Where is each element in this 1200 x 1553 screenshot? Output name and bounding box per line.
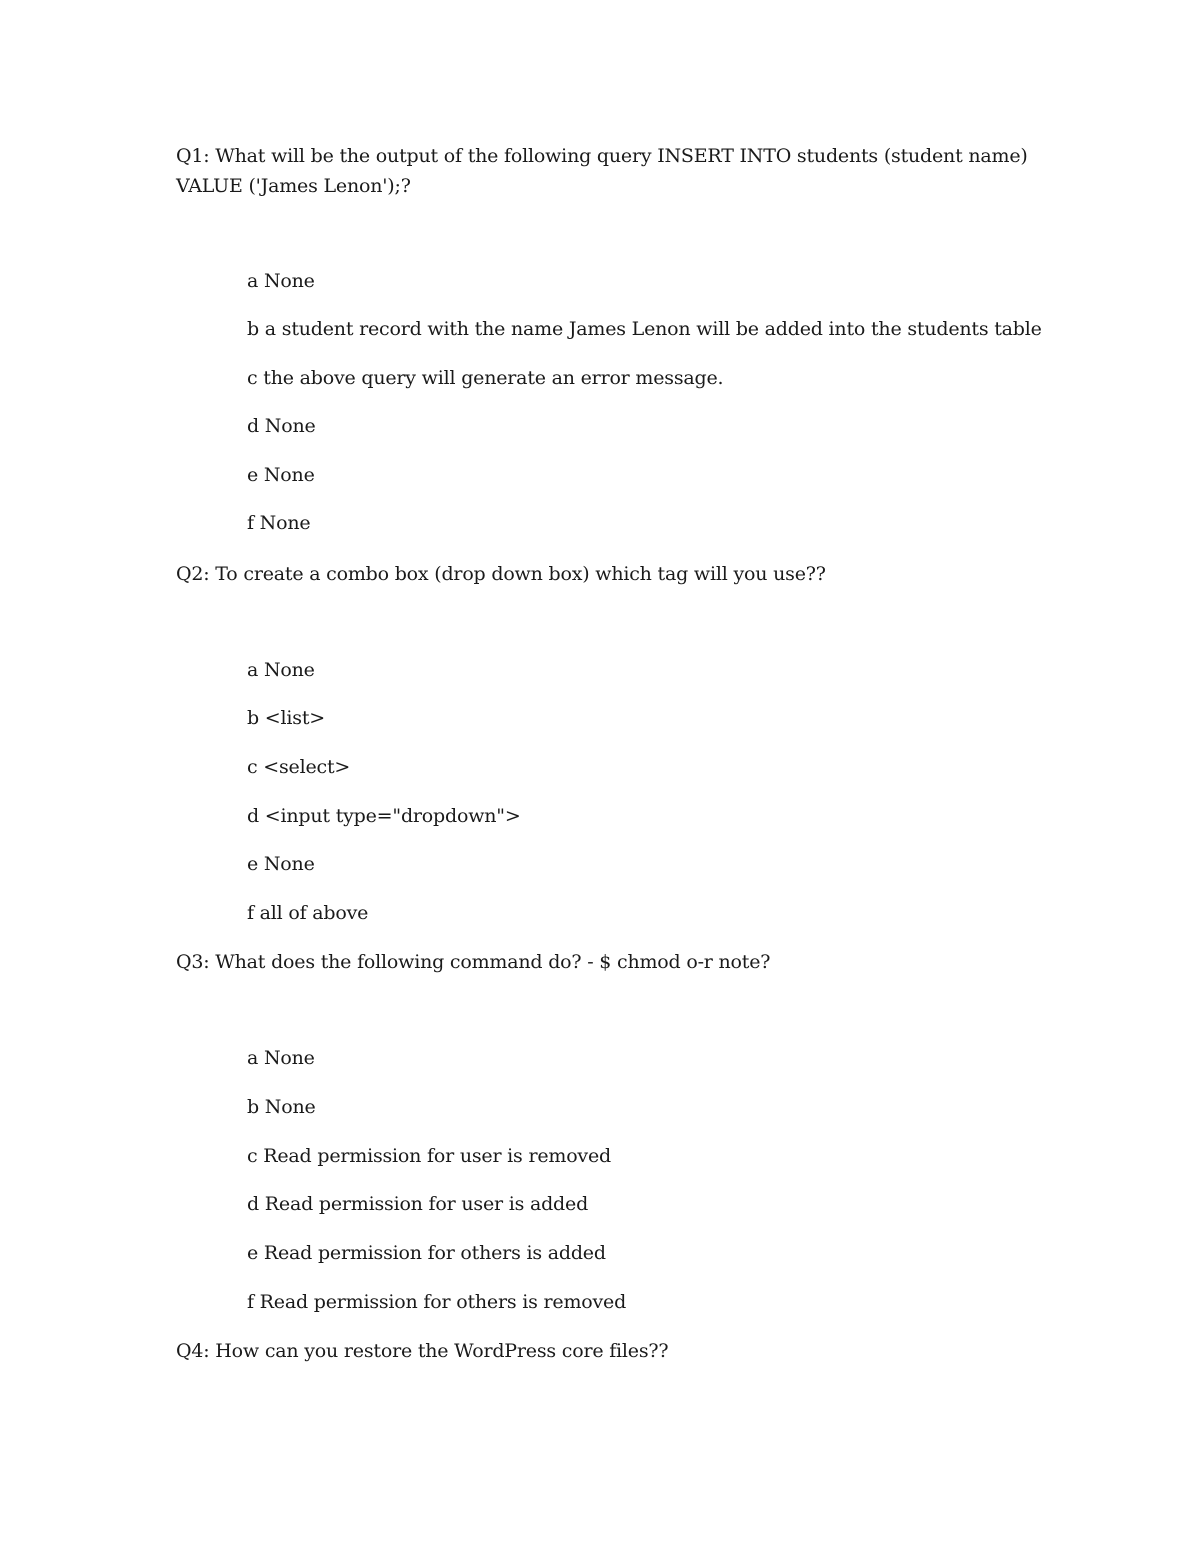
question-1-text-line-1: Q1: What will be the output of the following query INSERT INTO students (student name) [176,145,1028,167]
question-3-option-a: a None [247,1047,315,1069]
question-3-option-d: d Read permission for user is added [247,1193,589,1215]
question-2-option-a: a None [247,659,315,681]
question-2-text: Q2: To create a combo box (drop down box) which tag will you use?? [176,563,826,585]
question-4-text: Q4: How can you restore the WordPress core files?? [176,1340,669,1362]
question-3-option-c: c Read permission for user is removed [247,1145,611,1167]
question-3-option-e: e Read permission for others is added [247,1242,606,1264]
question-1-option-c: c the above query will generate an error message. [247,367,724,389]
question-1-text-line-2: VALUE ('James Lenon');? [176,175,411,197]
question-2-option-d: d <input type="dropdown"> [247,805,521,827]
question-2-option-c: c <select> [247,756,351,778]
question-2-option-b: b <list> [247,707,325,729]
question-3-option-f: f Read permission for others is removed [247,1291,627,1313]
question-2-option-f: f all of above [247,902,369,924]
question-1-option-d: d None [247,415,316,437]
question-1-option-a: a None [247,270,315,292]
question-1-option-b: b a student record with the name James Lenon will be added into the students table [247,318,1042,340]
question-1-option-e: e None [247,464,315,486]
question-1-option-f: f None [247,512,311,534]
question-3-text: Q3: What does the following command do? - $ chmod o-r note? [176,951,771,973]
question-2-option-e: e None [247,853,315,875]
question-3-option-b: b None [247,1096,316,1118]
